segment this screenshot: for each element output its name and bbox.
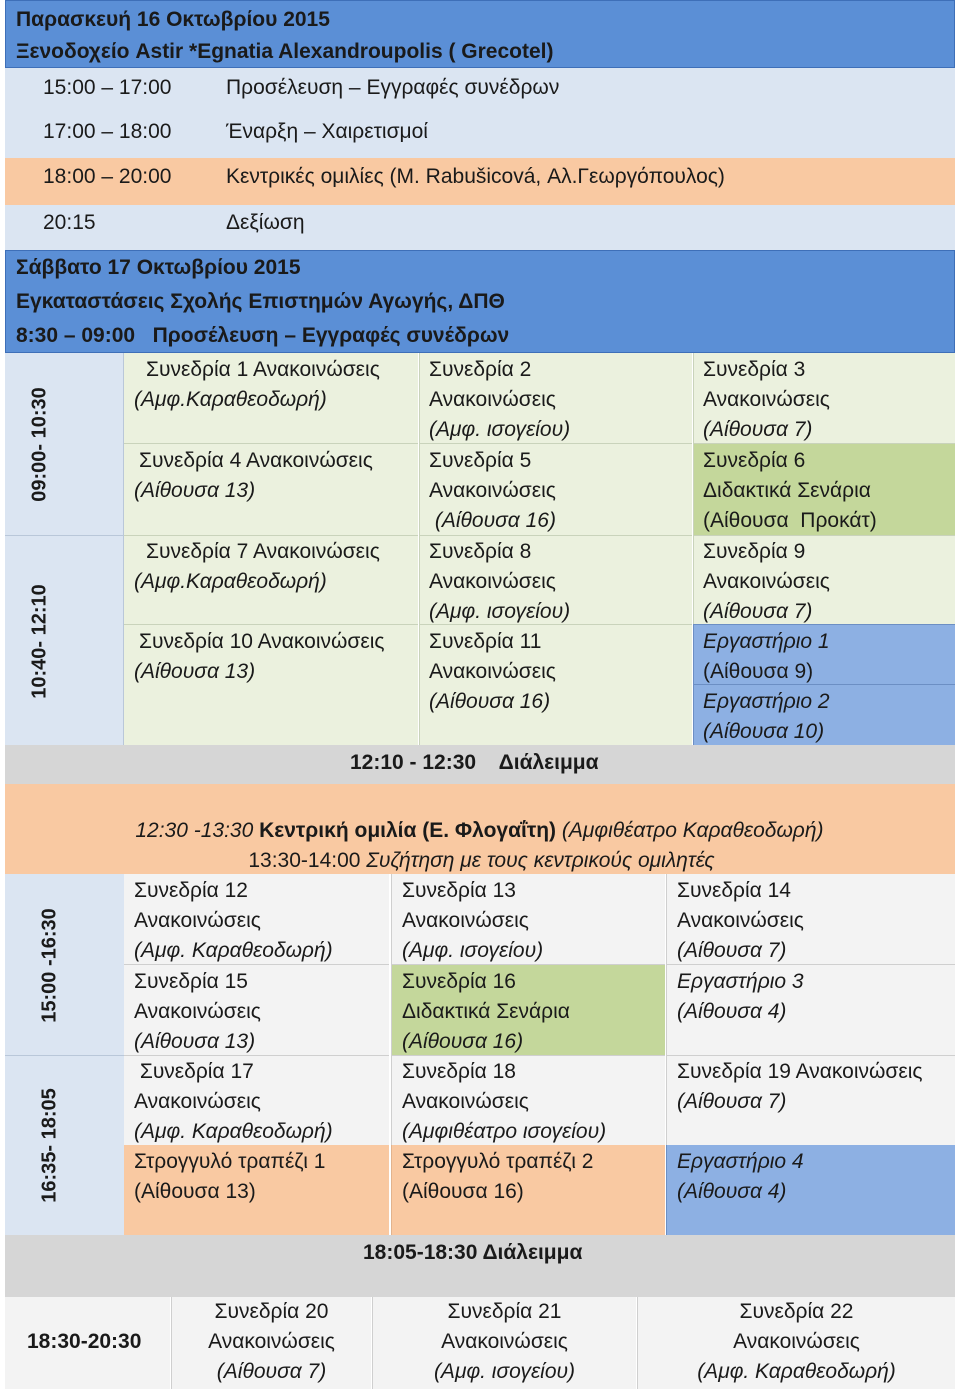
session-title: Συνεδρία 15 (134, 970, 248, 993)
session-title: Συνεδρία 13 (402, 879, 516, 902)
friday-row-4 (5, 205, 955, 250)
session-room: (Αίθουσα 7) (216, 1359, 327, 1383)
friday-row-event: Κεντρικές ομιλίες (Μ. Rabušicová, Αλ.Γεωργόπουλος) (226, 165, 725, 188)
roundtable-title: Στρογγυλό τραπέζι 2 (402, 1150, 594, 1173)
keynote-title: Κεντρική ομιλία (Ε. Φλογαΐτη) (259, 818, 557, 842)
session-room: (Αμφιθέατρο ισογείου) (402, 1120, 607, 1143)
friday-row-1 (5, 68, 955, 113)
session-17 (124, 1055, 389, 1145)
session-room: (Αίθουσα 16) (429, 509, 556, 532)
session-title: Συνεδρία 22 (739, 1300, 854, 1323)
session-title: Συνεδρία 14 (677, 879, 791, 902)
friday-row-3 (5, 158, 955, 205)
session-4 (124, 443, 418, 535)
break-2 (5, 1235, 955, 1297)
session-room: (Αμφ.Καραθεοδωρή) (134, 570, 327, 593)
session-20 (171, 1297, 371, 1389)
roundtable-title: Στρογγυλό τραπέζι 1 (134, 1150, 326, 1173)
block4-time: 16:35- 18:05 (38, 1088, 61, 1203)
keynote-time: 12:30 -13:30 (135, 818, 260, 842)
session-room: (Αίθουσα 13) (134, 1030, 256, 1053)
friday-row-2 (5, 113, 955, 158)
session-type: Ανακοινώσεις (208, 1329, 335, 1353)
saturday-header (5, 250, 955, 353)
block1-time: 09:00- 10:30 (28, 387, 51, 502)
time-col-morning-1 (5, 353, 124, 535)
session-title: Συνεδρία 5 (429, 449, 532, 472)
session-type: Ανακοινώσεις (402, 1090, 529, 1113)
friday-row-time: 18:00 – 20:00 (43, 165, 172, 188)
workshop-title: Εργαστήριο 4 (677, 1150, 804, 1173)
session-12 (124, 874, 389, 964)
time-col-afternoon-1 (5, 874, 124, 1055)
session-8 (419, 535, 692, 624)
session-3 (693, 353, 955, 443)
friday-row-event: Προσέλευση – Εγγραφές συνέδρων (226, 76, 560, 99)
block2-time: 10:40- 12:10 (28, 584, 51, 699)
session-title: Συνεδρία 21 (447, 1300, 562, 1323)
session-type: Ανακοινώσεις (677, 909, 804, 932)
session-room: (Αίθουσα 13) (134, 479, 256, 502)
session-title: Συνεδρία 16 (402, 970, 516, 993)
session-type: Διδακτικά Σενάρια (402, 1000, 570, 1023)
session-title: Συνεδρία 10 Ανακοινώσεις (139, 630, 385, 653)
session-type: Ανακοινώσεις (733, 1329, 860, 1353)
time-col-afternoon-2 (5, 1055, 124, 1235)
session-room: (Αίθουσα 7) (703, 418, 813, 441)
session-22 (637, 1297, 955, 1389)
friday-row-time: 15:00 – 17:00 (43, 76, 172, 99)
session-type: Ανακοινώσεις (402, 909, 529, 932)
friday-venue: Ξενοδοχείο Astir *Egnatia Alexandroupolis ( Grecotel) (16, 40, 554, 63)
session-room: (Αμφ.Καραθεοδωρή) (134, 388, 327, 411)
session-10 (124, 624, 418, 745)
session-room: (Αίθουσα 16) (402, 1030, 524, 1053)
session-title: Συνεδρία 4 Ανακοινώσεις (139, 449, 373, 472)
friday-header (5, 0, 955, 68)
session-type: Ανακοινώσεις (429, 479, 556, 502)
friday-row-event: Έναρξη – Χαιρετισμοί (226, 120, 428, 143)
keynote (5, 784, 955, 874)
session-type: Ανακοινώσεις (703, 388, 830, 411)
workshop-room: (Αίθουσα 10) (703, 720, 825, 743)
session-2 (419, 353, 692, 443)
session-title: Συνεδρία 19 Ανακοινώσεις (677, 1060, 923, 1083)
session-15 (124, 964, 389, 1055)
session-18 (391, 1055, 665, 1145)
roundtable-2 (391, 1145, 665, 1235)
session-title: Συνεδρία 17 (134, 1060, 254, 1083)
session-type: Ανακοινώσεις (134, 909, 261, 932)
session-type: Ανακοινώσεις (429, 660, 556, 683)
session-title: Συνεδρία 11 (429, 630, 542, 653)
session-14 (666, 874, 955, 964)
block3-time: 15:00 -16:30 (38, 908, 61, 1023)
workshop-1 (693, 624, 955, 684)
session-room: (Αμφ. Καραθεοδωρή) (134, 1120, 333, 1143)
session-title: Συνεδρία 12 (134, 879, 248, 902)
session-5 (419, 443, 692, 535)
workshop-title: Εργαστήριο 3 (677, 970, 804, 993)
session-title: Συνεδρία 8 (429, 540, 532, 563)
session-room: (Αίθουσα 13) (134, 660, 256, 683)
session-title: Συνεδρία 6 (703, 449, 806, 472)
session-type: Ανακοινώσεις (134, 1090, 261, 1113)
session-7 (124, 535, 418, 624)
workshop-title: Εργαστήριο 2 (703, 690, 830, 713)
session-21 (372, 1297, 636, 1389)
session-room: (Αίθουσα Προκάτ) (703, 509, 877, 532)
session-room: (Αμφ. ισογείου) (402, 939, 544, 962)
session-11 (419, 624, 692, 745)
saturday-date: Σάββατο 17 Οκτωβρίου 2015 (16, 256, 301, 279)
session-9 (693, 535, 955, 624)
session-16 (391, 964, 665, 1055)
session-title: Συνεδρία 1 Ανακοινώσεις (146, 358, 380, 381)
session-room: (Αίθουσα 7) (703, 600, 813, 623)
session-room: (Αίθουσα 7) (677, 939, 787, 962)
break-label: 18:05-18:30 Διάλειμμα (363, 1241, 583, 1264)
workshop-title: Εργαστήριο 1 (703, 630, 830, 653)
session-type: Ανακοινώσεις (134, 1000, 261, 1023)
saturday-arrival: 8:30 – 09:00 Προσέλευση – Εγγραφές συνέδρων (16, 324, 510, 347)
session-title: Συνεδρία 9 (703, 540, 806, 563)
discussion-text: Συζήτηση με τους κεντρικούς ομιλητές (366, 848, 715, 872)
workshop-room: (Αίθουσα 4) (677, 1000, 787, 1023)
session-type: Ανακοινώσεις (429, 388, 556, 411)
discussion-time: 13:30-14:00 (248, 848, 367, 872)
session-room: (Αίθουσα 16) (429, 690, 551, 713)
keynote-place: (Αμφιθέατρο Καραθεοδωρή) (556, 818, 824, 842)
session-type: Ανακοινώσεις (441, 1329, 568, 1353)
session-room: (Αμφ. Καραθεοδωρή) (697, 1359, 896, 1383)
workshop-2 (693, 684, 955, 745)
workshop-room: (Αίθουσα 9) (703, 660, 814, 683)
break-label: 12:10 - 12:30 Διάλειμμα (350, 751, 599, 774)
session-room: (Αμφ. Καραθεοδωρή) (134, 939, 333, 962)
session-6 (693, 443, 955, 535)
block5-time: 18:30-20:30 (27, 1330, 142, 1353)
session-title: Συνεδρία 3 (703, 358, 806, 381)
session-title: Συνεδρία 20 (214, 1300, 329, 1323)
saturday-venue: Εγκαταστάσεις Σχολής Επιστημών Αγωγής, ΔΠΘ (16, 290, 505, 313)
session-1 (124, 353, 418, 443)
roundtable-room: (Αίθουσα 16) (402, 1180, 524, 1203)
workshop-room: (Αίθουσα 4) (677, 1180, 787, 1203)
evening-time (5, 1297, 170, 1389)
session-type: Ανακοινώσεις (429, 570, 556, 593)
session-title: Συνεδρία 2 (429, 358, 532, 381)
workshop-3 (666, 964, 955, 1055)
break-1 (5, 745, 955, 784)
workshop-4 (666, 1145, 955, 1235)
roundtable-room: (Αίθουσα 13) (134, 1180, 256, 1203)
roundtable-1 (124, 1145, 389, 1235)
session-type: Διδακτικά Σενάρια (703, 479, 871, 502)
session-room: (Αμφ. ισογείου) (429, 600, 571, 623)
session-room: (Αμφ. ισογείου) (433, 1359, 576, 1383)
session-type: Ανακοινώσεις (703, 570, 830, 593)
session-13 (391, 874, 665, 964)
session-title: Συνεδρία 18 (402, 1060, 516, 1083)
session-room: (Αίθουσα 7) (677, 1090, 787, 1113)
friday-row-event: Δεξίωση (226, 211, 305, 234)
time-col-morning-2 (5, 535, 124, 745)
session-19 (666, 1055, 955, 1145)
session-title: Συνεδρία 7 Ανακοινώσεις (146, 540, 380, 563)
friday-row-time: 17:00 – 18:00 (43, 120, 172, 143)
friday-date: Παρασκευή 16 Οκτωβρίου 2015 (16, 8, 330, 31)
friday-row-time: 20:15 (43, 211, 96, 234)
session-room: (Αμφ. ισογείου) (429, 418, 571, 441)
